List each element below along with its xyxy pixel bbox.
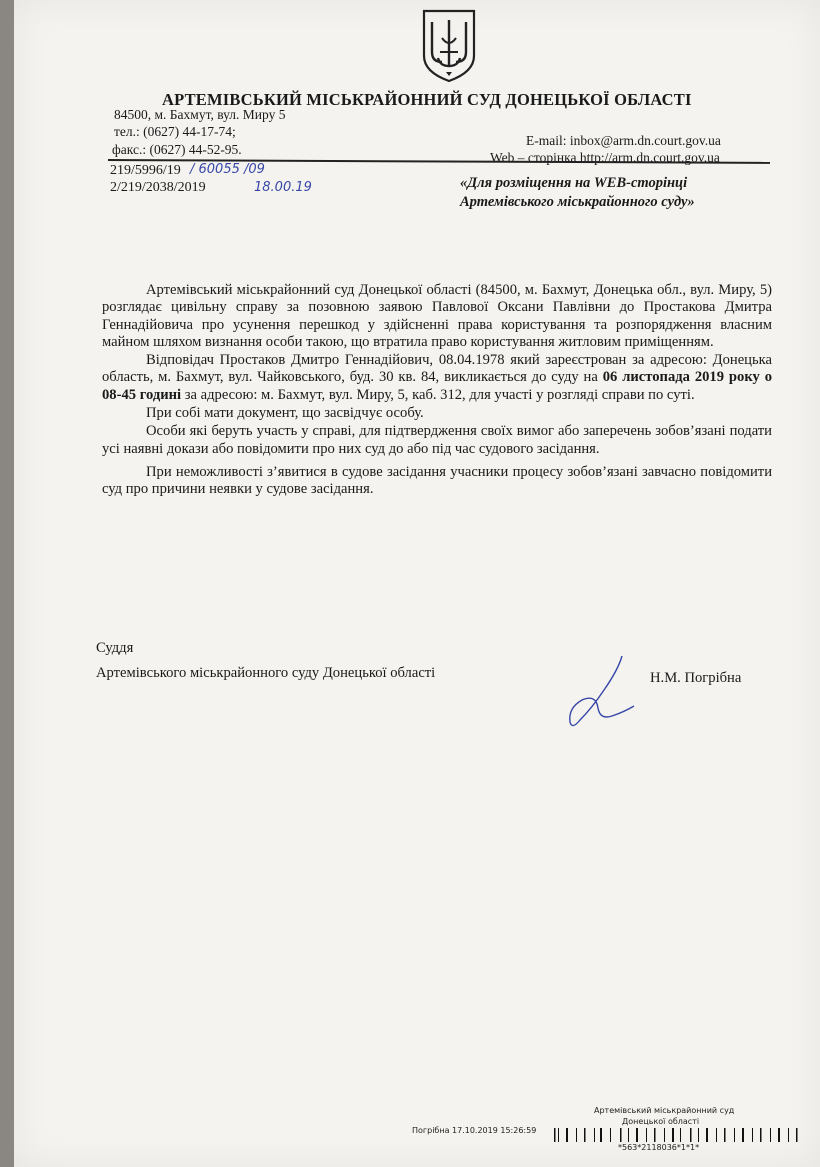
paragraph-evidence: Особи які беруть участь у справі, для підтвердження своїх вимог або заперечень зобов’язані подати усі наявні докази або повідомити про них суд до або під час судового засідання. — [102, 423, 772, 457]
hearing-address: за адресою: м. Бахмут, вул. Миру, 5, каб. 312, для участі у розгляді справи по суті. — [184, 386, 695, 403]
court-name: АРТЕМІВСЬКИЙ МІСЬКРАЙОННИЙ СУД ДОНЕЦЬКОЇ ОБЛАСТІ — [162, 90, 692, 109]
court-phone: тел.: (0627) 44-17-74; — [114, 124, 236, 139]
document-body — [102, 282, 772, 500]
defendant-text: Відповідач Простаков Дмитро Геннадійович, 08.04.1978 який зареєстрован за адресою: Донецька область, м. Бахмут, вул. Чайковського, буд. 30 кв. 84, викликається до суду на — [102, 352, 772, 386]
case-number-1: 219/5996/19 — [110, 163, 181, 178]
barcode — [554, 1128, 799, 1142]
judge-court: Артемівського міськрайонного суду Донецької області — [96, 665, 436, 681]
hearing-date: 06 листопада 2019 року о 08-45 годині — [102, 369, 772, 403]
court-website: Web – сторінка http://arm.dn.court.gov.ua — [490, 150, 720, 165]
barcode-text: *563*2118036*1*1* — [618, 1143, 700, 1152]
judge-name: Н.М. Погрібна — [650, 670, 742, 686]
signature-block — [96, 636, 435, 686]
handwritten-signature — [552, 650, 642, 732]
footer-signed-by: Погрібна 17.10.2019 15:26:59 — [412, 1126, 537, 1135]
case-number-2: 2/219/2038/2019 — [110, 180, 206, 195]
publication-note: «Для розміщення на WEB-сторінці Артемівського міськрайонного суду» — [460, 175, 695, 210]
paragraph-absence-notice: При неможливості з’явитися в судове засідання учасники процесу зобов’язані завчасно повідомити суд про причини неявки у судове засідання. — [102, 463, 772, 498]
document-page — [14, 0, 820, 1167]
paragraph-defendant — [102, 352, 772, 404]
paragraph-id-document: При собі мати документ, що засвідчує особу. — [146, 405, 424, 422]
court-email: E-mail: inbox@arm.dn.court.gov.ua — [526, 133, 721, 148]
court-fax: факс.: (0627) 44-52-95. — [112, 142, 242, 157]
court-address: 84500, м. Бахмут, вул. Миру 5 — [114, 107, 286, 122]
paragraph-case-intro: Артемівський міськрайонний суд Донецької області (84500, м. Бахмут, Донецька обл., вул. Миру, 5) розглядає цивільну справу за позовною заявою Павлової Оксани Павлівни до Простакова Дмитра Геннадійовича про усунення перешкод у здійсненні права користування та розпорядження власним майном шляхом визнання особи такою, що втратила право користування житловим приміщенням. — [102, 282, 772, 350]
footer-stamp-region: Донецької області — [622, 1117, 700, 1126]
judge-title: Суддя — [96, 640, 134, 656]
footer-stamp-court: Артемівський міськрайонний суд — [594, 1106, 735, 1115]
case-number-2-handwritten: 18.00.19 — [254, 180, 312, 195]
coat-of-arms-icon — [420, 8, 478, 84]
case-number-1-handwritten: / 60055 /09 — [190, 162, 265, 177]
